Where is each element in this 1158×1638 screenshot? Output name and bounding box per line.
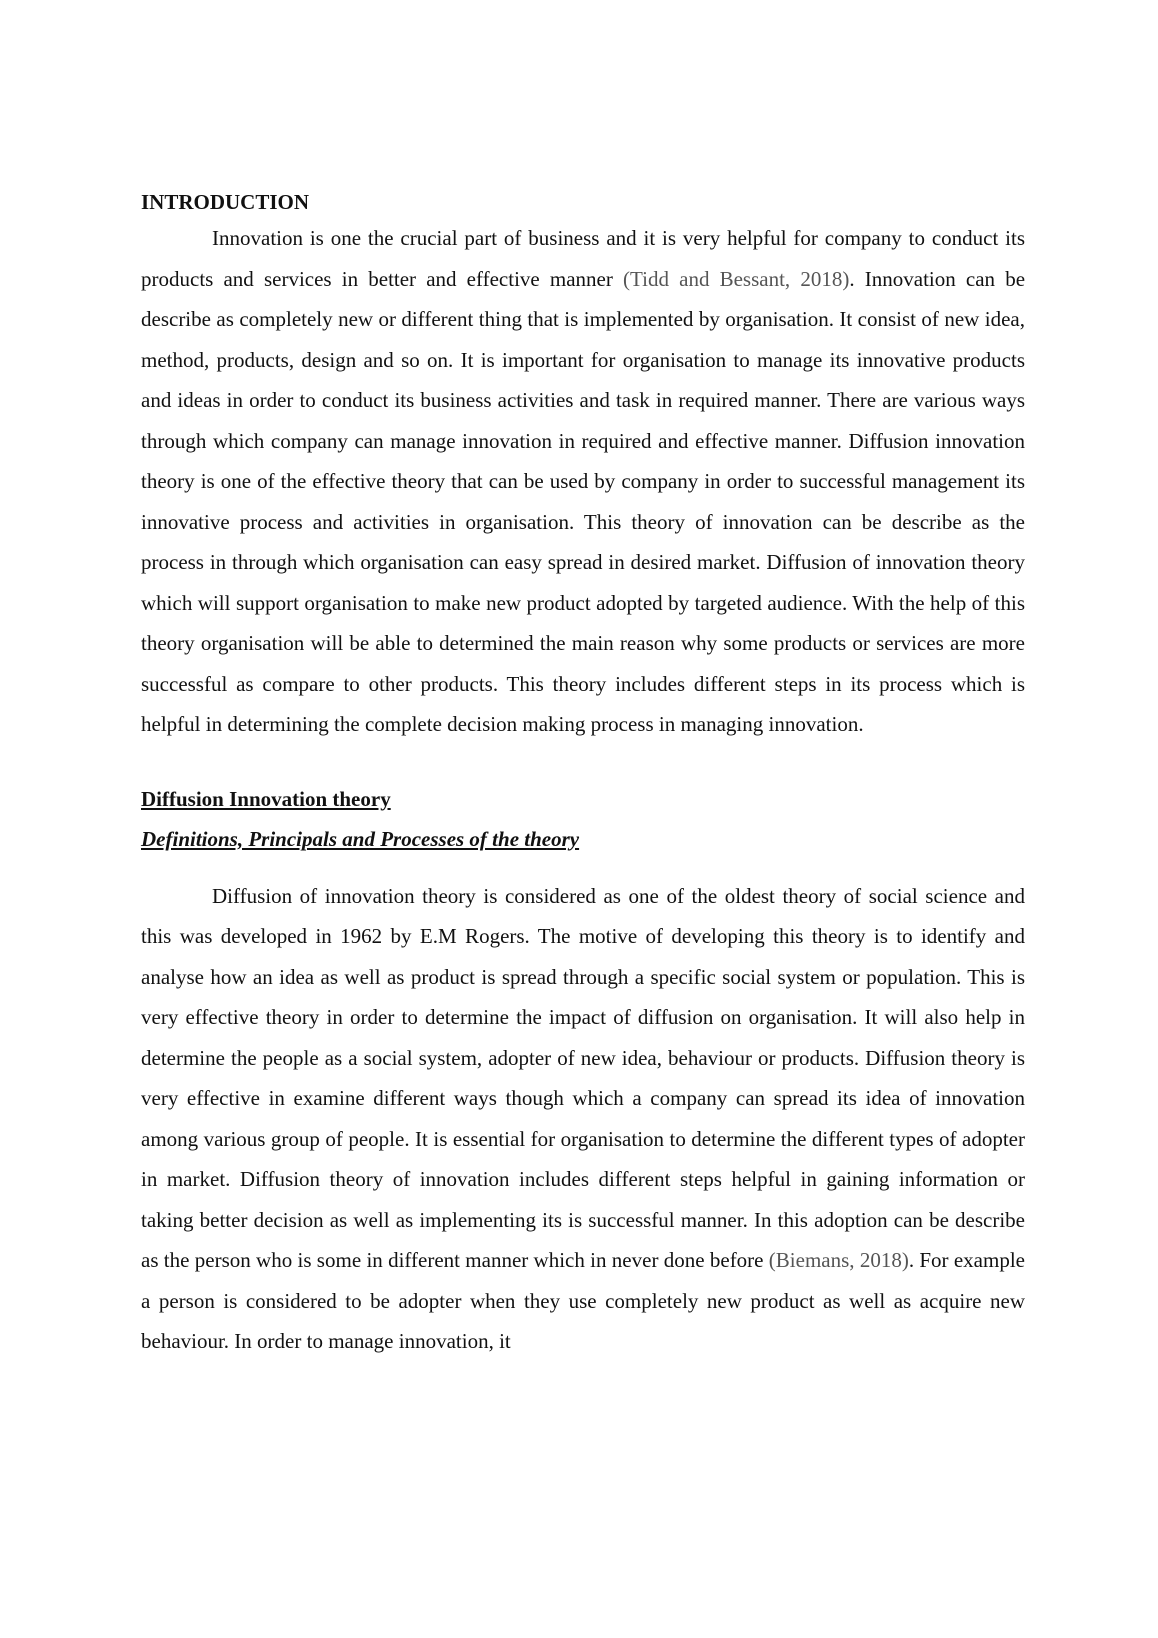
introduction-text-part-1: Innovation is one the crucial part of business and it is very helpful for company to conduct its products and services in better and effective manner [141, 226, 1025, 291]
section-heading-diffusion: Diffusion Innovation theory [141, 786, 391, 811]
document-page [141, 186, 1025, 1362]
citation-tidd-bessant: (Tidd and Bessant, 2018) [623, 266, 850, 291]
citation-biemans: (Biemans, 2018) [768, 1248, 909, 1272]
diffusion-text-part-2: . For example a person is considered to be adopter when they use completely new product as well as acquire new behaviour. In order to manage innovation, it [141, 1248, 1025, 1353]
diffusion-paragraph [141, 876, 1025, 1362]
introduction-heading: INTRODUCTION [141, 190, 310, 214]
subsection-heading-definitions: Definitions, Principals and Processes of the theory [141, 826, 580, 851]
diffusion-text-part-1: Diffusion of innovation theory is considered as one of the oldest theory of social science and this was developed in 1962 by E.M Rogers. The motive of developing this theory is to identify and analyse how an idea as well as product is spread through a specific social system or population. This is very effective theory in order to determine the impact of diffusion on organisation. It will also help in determine the people as a social system, adopter of new idea, behaviour or products. Diffusion theory is very effective in examine different ways though which a company can spread its idea of innovation among various group of people. It is essential for organisation to determine the different types of adopter in market. Diffusion theory of innovation includes different steps helpful in gaining information or taking better decision as well as implementing its is successful manner. In this adoption can be describe as the person who is some in different manner which in never done before [141, 883, 1025, 1272]
introduction-paragraph [141, 218, 1025, 745]
introduction-text-part-2: . Innovation can be describe as completely new or different thing that is implemented by organisation. It consist of new idea, method, products, design and so on. It is important for organisation to manage its innovative products and ideas in order to conduct its business activities and task in required manner. There are various ways through which company can manage innovation in required and effective manner. Diffusion innovation theory is one of the effective theory that can be used by company in order to successful management its innovative process and activities in organisation. This theory of innovation can be describe as the process in through which organisation can easy spread in desired market. Diffusion of innovation theory which will support organisation to make new product adopted by targeted audience. With the help of this theory organisation will be able to determined the main reason why some products or services are more successful as compare to other products. This theory includes different steps in its process which is helpful in determining the complete decision making process in managing innovation. [141, 266, 1026, 736]
